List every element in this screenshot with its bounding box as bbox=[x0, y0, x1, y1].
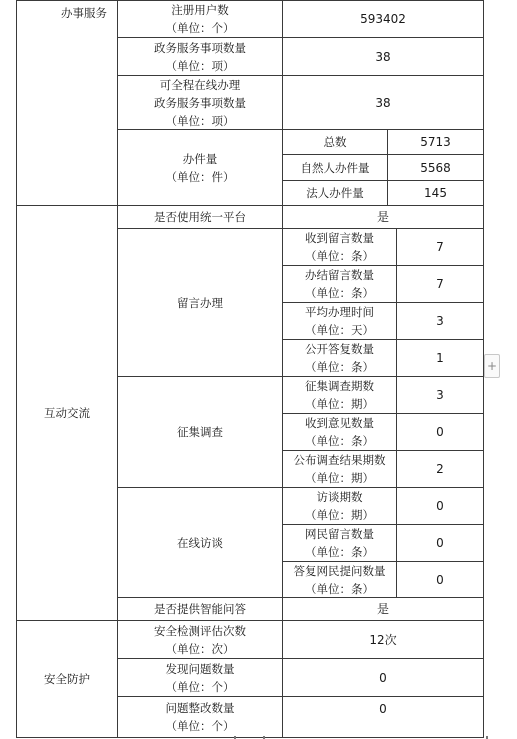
cases-natural-value: 5568 bbox=[388, 155, 484, 181]
survey-results-value: 2 bbox=[397, 451, 484, 488]
section-office-label: 办事服务 bbox=[17, 1, 118, 206]
interview-replies-value: 0 bbox=[397, 562, 484, 598]
cases-total-label: 总数 bbox=[283, 130, 388, 155]
messages-avg-time-label: 平均办理时间 （单位：天） bbox=[283, 303, 397, 340]
cases-total-value: 5713 bbox=[388, 130, 484, 155]
messages-label: 留言办理 bbox=[118, 229, 283, 377]
issues-fixed-label: 问题整改数量 （单位：个） bbox=[118, 697, 283, 738]
messages-public-reply-label: 公开答复数量 （单位：条） bbox=[283, 340, 397, 377]
online-items-value: 38 bbox=[283, 76, 484, 130]
survey-periods-label: 征集调查期数 （单位：期） bbox=[283, 377, 397, 414]
service-items-label: 政务服务事项数量 （单位：项） bbox=[118, 38, 283, 76]
cases-legal-value: 145 bbox=[388, 181, 484, 206]
registered-users-value: 593402 bbox=[283, 1, 484, 38]
interview-messages-label: 网民留言数量 （单位：条） bbox=[283, 525, 397, 562]
plus-icon[interactable]: + bbox=[484, 354, 500, 378]
smart-qa-label: 是否提供智能问答 bbox=[118, 598, 283, 621]
interview-periods-value: 0 bbox=[397, 488, 484, 525]
messages-public-reply-value: 1 bbox=[397, 340, 484, 377]
messages-received-value: 7 bbox=[397, 229, 484, 266]
service-items-value: 38 bbox=[283, 38, 484, 76]
security-checks-value: 12次 bbox=[283, 621, 484, 659]
interview-messages-value: 0 bbox=[397, 525, 484, 562]
interview-replies-label: 答复网民提问数量 （单位：条） bbox=[283, 562, 397, 598]
issues-fixed-value: 0 bbox=[283, 697, 484, 738]
issues-found-label: 发现问题数量 （单位：个） bbox=[118, 659, 283, 697]
issues-found-value: 0 bbox=[283, 659, 484, 697]
cases-label: 办件量 （单位：件） bbox=[118, 130, 283, 206]
registered-users-label: 注册用户数 （单位：个） bbox=[118, 1, 283, 38]
survey-opinions-value: 0 bbox=[397, 414, 484, 451]
interview-periods-label: 访谈期数 （单位：期） bbox=[283, 488, 397, 525]
unified-platform-label: 是否使用统一平台 bbox=[118, 206, 283, 229]
messages-closed-value: 7 bbox=[397, 266, 484, 303]
online-items-label: 可全程在线办理 政务服务事项数量 （单位：项） bbox=[118, 76, 283, 130]
cases-natural-label: 自然人办件量 bbox=[283, 155, 388, 181]
section-security-label: 安全防护 bbox=[17, 621, 118, 738]
unified-platform-value: 是 bbox=[283, 206, 484, 229]
survey-periods-value: 3 bbox=[397, 377, 484, 414]
security-checks-label: 安全检测评估次数 （单位：次） bbox=[118, 621, 283, 659]
survey-results-label: 公布调查结果期数 （单位：期） bbox=[283, 451, 397, 488]
cases-legal-label: 法人办件量 bbox=[283, 181, 388, 206]
messages-received-label: 收到留言数量 （单位：条） bbox=[283, 229, 397, 266]
messages-closed-label: 办结留言数量 （单位：条） bbox=[283, 266, 397, 303]
survey-label: 征集调查 bbox=[118, 377, 283, 488]
section-interaction-label: 互动交流 bbox=[17, 206, 118, 621]
messages-avg-time-value: 3 bbox=[397, 303, 484, 340]
smart-qa-value: 是 bbox=[283, 598, 484, 621]
survey-opinions-label: 收到意见数量 （单位：条） bbox=[283, 414, 397, 451]
interview-label: 在线访谈 bbox=[118, 488, 283, 598]
